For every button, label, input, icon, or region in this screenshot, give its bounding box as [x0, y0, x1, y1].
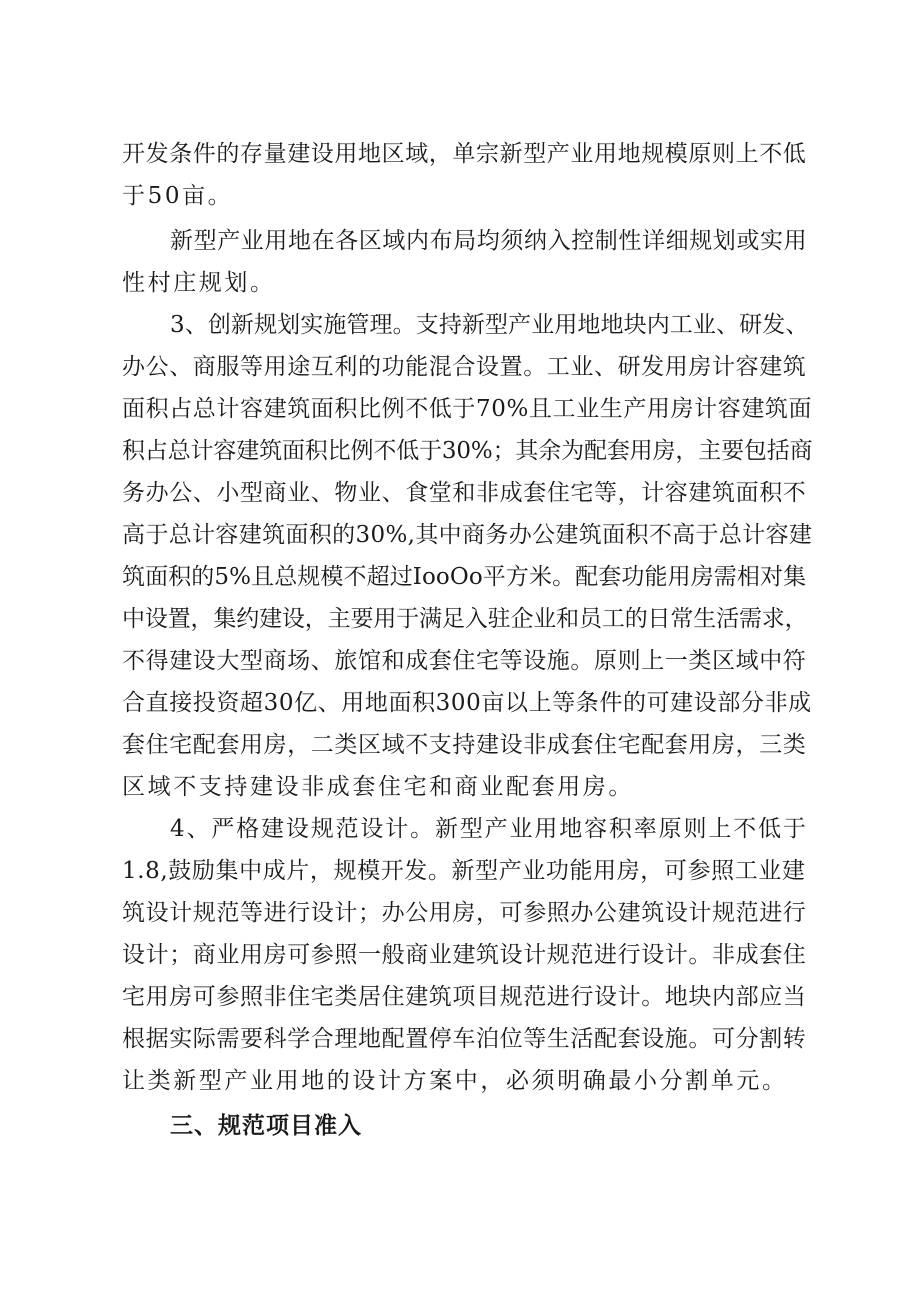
- paragraph-1-line-2: 于50亩。: [122, 183, 234, 209]
- paragraph-4-line-1: 4、严格建设规范设计。新型产业用地容积率原则上不低于: [170, 816, 808, 842]
- paragraph-3-line-11: 套住宅配套用房，二类区域不支持建设非成套住宅配套用房，三类: [122, 732, 807, 758]
- paragraph-4-line-4: 设计；商业用房可参照一般商业建筑设计规范进行设计。非成套住: [122, 942, 807, 968]
- paragraph-1-line-1: 开发条件的存量建设用地区域，单宗新型产业用地规模原则上不低: [122, 141, 807, 167]
- paragraph-4-line-3: 筑设计规范等进行设计；办公用房，可参照办公建筑设计规范进行: [122, 900, 807, 926]
- paragraph-3-line-5: 务办公、小型商业、物业、食堂和非成套住宅等，计容建筑面积不: [122, 480, 807, 506]
- section-heading: 三、规范项目准入: [170, 1113, 362, 1139]
- paragraph-2-line-2: 性村庄规划。: [122, 270, 276, 296]
- paragraph-3-line-6: 高于总计容建筑面积的30%,其中商务办公建筑面积不高于总计容建: [122, 522, 813, 548]
- paragraph-3-line-3: 面积占总计容建筑面积比例不低于70%且工业生产用房计容建筑面: [122, 396, 813, 422]
- paragraph-4-line-2: 1.8,鼓励集中成片，规模开发。新型产业功能用房，可参照工业建: [122, 858, 806, 884]
- paragraph-3-line-7: 筑面积的5%且总规模不超过IooOo平方米。配套功能用房需相对集: [122, 564, 807, 590]
- paragraph-4-line-5: 宅用房可参照非住宅类居住建筑项目规范进行设计。地块内部应当: [122, 984, 807, 1010]
- paragraph-3-line-2: 办公、商服等用途互利的功能混合设置。工业、研发用房计容建筑: [122, 354, 807, 380]
- paragraph-3-line-12: 区域不支持建设非成套住宅和商业配套用房。: [122, 774, 634, 800]
- paragraph-3-line-4: 积占总计容建筑面积比例不低于30%；其余为配套用房，主要包括商: [122, 438, 813, 464]
- paragraph-3-line-10: 合直接投资超30亿、用地面积300亩以上等条件的可建设部分非成: [122, 690, 812, 716]
- paragraph-3-line-9: 不得建设大型商场、旅馆和成套住宅等设施。原则上一类区域中符: [122, 648, 807, 674]
- paragraph-4-line-7: 让类新型产业用地的设计方案中，必须明确最小分割单元。: [122, 1068, 788, 1094]
- paragraph-3-line-1: 3、创新规划实施管理。支持新型产业用地地块内工业、研发、: [170, 312, 809, 338]
- paragraph-2-line-1: 新型产业用地在各区域内布局均须纳入控制性详细规划或实用: [170, 228, 808, 254]
- paragraph-4-line-6: 根据实际需要科学合理地配置停车泊位等生活配套设施。可分割转: [122, 1026, 807, 1052]
- paragraph-3-line-8: 中设置，集约建设，主要用于满足入驻企业和员工的日常生活需求，: [122, 606, 808, 632]
